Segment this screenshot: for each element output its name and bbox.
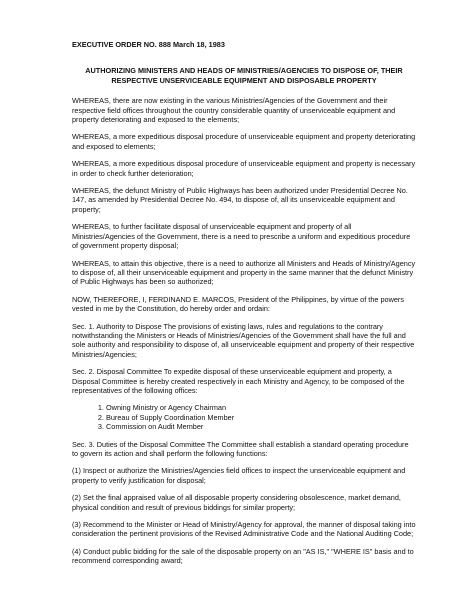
paragraphs-after-list	[72, 440, 416, 566]
paragraph: WHEREAS, a more expeditious disposal procedure of unserviceable equipment and property is necessary in order to check further deterioration;	[72, 159, 416, 178]
office-list-item: 1. Owning Ministry or Agency Chairman	[106, 403, 416, 412]
paragraph: (2) Set the final appraised value of all disposable property considering obsolescence, market demand, physical condition and result of previous biddings for similar property;	[72, 493, 401, 512]
paragraph: (3) Recommend to the Minister or Head of Ministry/Agency for approval, the manner of disposal taking into consideration the pertinent provisions of the Revised Administrative Code and the National Auditing Code;	[72, 520, 416, 539]
paragraph: (4) Conduct public bidding for the sale of the disposable property on an "AS IS," "WHERE IS" basis and to recommend corresponding award;	[72, 546, 414, 566]
offices-list	[72, 403, 416, 431]
paragraph: WHEREAS, there are now existing in the various Ministries/Agencies of the Government and their respective field offices throughout the country considerable quantity of unserviceable equipment and property deteriorating and exposed to the elements;	[72, 96, 396, 125]
paragraph: WHEREAS, to attain this objective, there is a need to authorize all Ministers and Heads of Ministry/Agency to dispose of, all their unserviceable equipment and property in the same manner that the defunct Ministry of Public Highways has been so authorized;	[72, 258, 416, 287]
paragraph: Sec. 1. Authority to Dispose The provisions of existing laws, rules and regulations to the contrary notwithstanding the Ministers or Heads of Ministries/Agencies of the Government shall have the full and sole authority and responsibility to dispose of, all unserviceable equipment and property of their respective Ministries/Agencies;	[72, 321, 415, 359]
paragraph: (1) Inspect or authorize the Ministries/Agencies field offices to inspect the unserviceable equipment and property to verify justification for disposal;	[72, 466, 406, 485]
document-subtitle: AUTHORIZING MINISTERS AND HEADS OF MINISTRIES/AGENCIES TO DISPOSE OF, THEIR RESPECTIVE UNSERVICEABLE EQUIPMENT AND DISPOSABLE PROPERTY	[85, 66, 403, 85]
paragraph: Sec. 3. Duties of the Disposal Committee The Committee shall establish a standard operating procedure to govern its action and shall perform the following functions:	[72, 439, 409, 458]
paragraphs-before-list	[72, 96, 416, 395]
paragraph: Sec. 2. Disposal Committee To expedite disposal of these unserviceable equipment and property, a Disposal Committee is hereby created respectively in each Ministry and Agency, to be composed of the representatives of the following offices:	[72, 367, 405, 395]
paragraph: WHEREAS, a more expeditious disposal procedure of unserviceable equipment and property deteriorating and exposed to elements;	[72, 132, 416, 151]
office-list-item: 2. Bureau of Supply Coordination Member	[106, 413, 416, 422]
office-list-item: 3. Commission on Audit Member	[106, 422, 416, 431]
paragraph: NOW, THEREFORE, I, FERDINAND E. MARCOS, President of the Philippines, by virtue of the powers vested in me by the Constitution, do hereby order and ordain:	[72, 294, 404, 314]
paragraph: WHEREAS, to further facilitate disposal of unserviceable equipment and property of all Ministries/Agencies of the Government, there is a need to prescribe a uniform and expeditious procedure of government property disposal;	[72, 222, 411, 251]
document-title: EXECUTIVE ORDER NO. 888 March 18, 1983	[72, 40, 225, 49]
paragraph: WHEREAS, the defunct Ministry of Public Highways has been authorized under Presidential Decree No. 147, as amended by Presidential Decree No. 494, to dispose of, all its unserviceable equipment and property;	[72, 186, 408, 214]
